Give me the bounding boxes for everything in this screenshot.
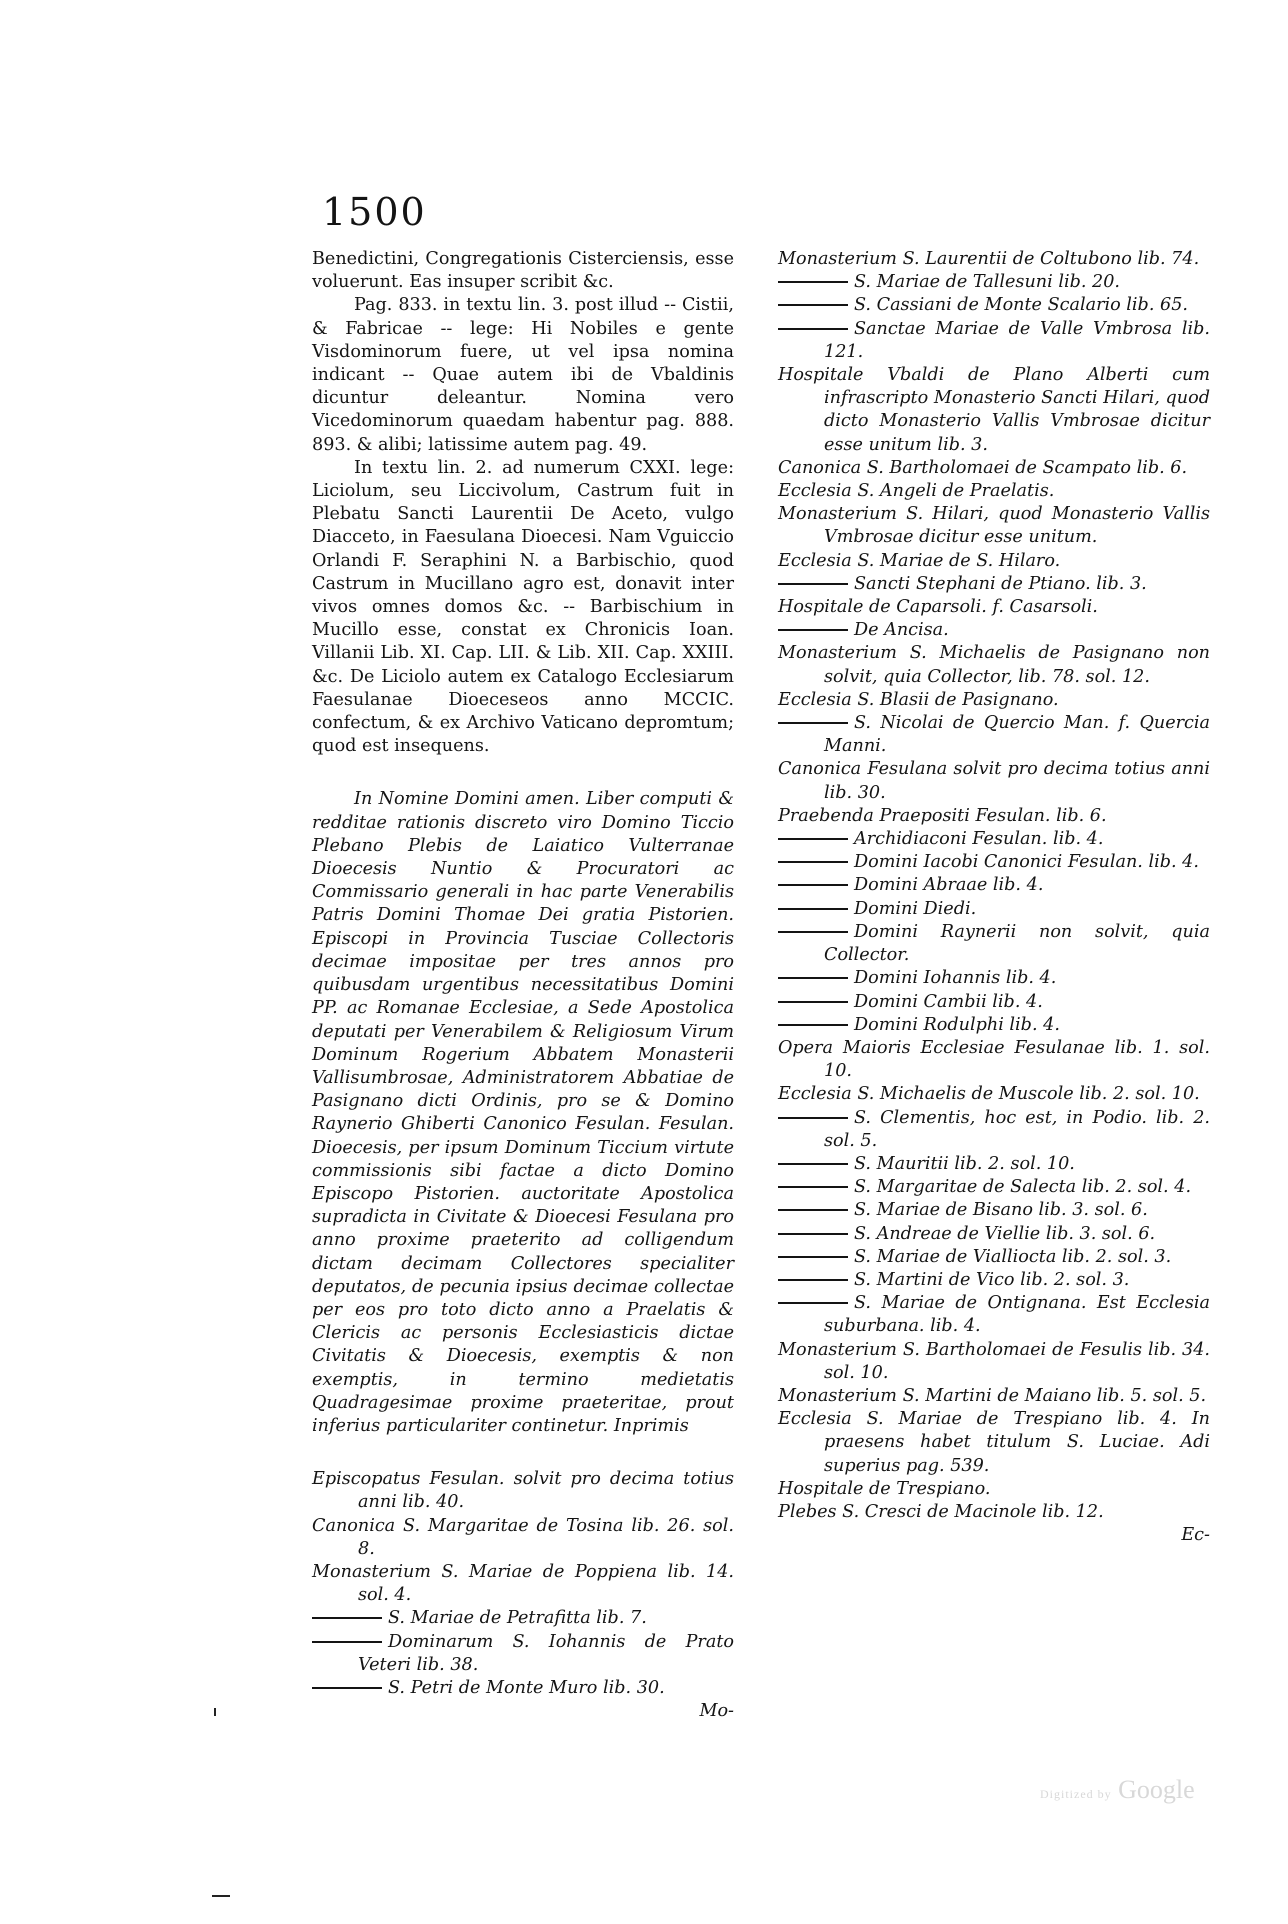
list-item: Canonica Fesulana solvit pro decima totius anni lib. 30.	[778, 759, 1210, 803]
ditto-dash	[778, 1186, 848, 1188]
list-item: De Ancisa.	[778, 619, 1210, 642]
list-item: S. Nicolai de Quercio Man. f. Quercia Manni.	[778, 712, 1210, 758]
list-item: Archidiaconi Fesulan. lib. 4.	[778, 828, 1210, 851]
ditto-dash	[778, 1256, 848, 1258]
list-item: Sanctae Mariae de Valle Vmbrosa lib. 121.	[778, 318, 1210, 364]
ditto-dash	[312, 1687, 382, 1689]
catchword: Ec-	[1181, 1525, 1210, 1546]
list-item: Hospitale Vbaldi de Plano Alberti cum infrascripto Monasterio Sancti Hilari, quod dicto Monasterio Vallis Vmbrosae dicitur esse unitum lib. 3.	[778, 365, 1210, 455]
list-item: S. Mariae de Vialliocta lib. 2. sol. 3.	[778, 1246, 1210, 1269]
list-item: Canonica S. Bartholomaei de Scampato lib. 6.	[778, 457, 1188, 478]
ditto-dash	[778, 1233, 848, 1235]
list-item: S. Mariae de Tallesuni lib. 20.	[778, 271, 1210, 294]
list-item: Ecclesia S. Mariae de S. Hilaro.	[778, 550, 1061, 571]
ditto-dash	[778, 1302, 848, 1304]
ditto-dash	[778, 1163, 848, 1165]
list-item: Monasterium S. Mariae de Poppiena lib. 14. sol. 4.	[312, 1561, 734, 1606]
ditto-dash	[778, 1209, 848, 1211]
ditto-dash	[778, 304, 848, 306]
catchword: Mo-	[699, 1701, 734, 1722]
list-item: Domini Rodulphi lib. 4.	[778, 1014, 1210, 1037]
entry-list	[778, 248, 1210, 1524]
ditto-dash	[778, 1001, 848, 1003]
ditto-dash	[778, 1024, 848, 1026]
list-item: Domini Cambii lib. 4.	[778, 991, 1210, 1014]
list-item: Ecclesia S. Michaelis de Muscole lib. 2. sol. 10.	[778, 1084, 1200, 1105]
list-item: Ecclesia S. Mariae de Trespiano lib. 4. In praesens habet titulum S. Luciae. Adi superius pag. 539.	[778, 1409, 1210, 1476]
list-item: S. Mauritii lib. 2. sol. 10.	[778, 1153, 1210, 1176]
ditto-dash	[778, 328, 848, 330]
list-item: Ecclesia S. Blasii de Pasignano.	[778, 689, 1059, 710]
list-item: S. Andreae de Viellie lib. 3. sol. 6.	[778, 1223, 1210, 1246]
list-item: Domini Iohannis lib. 4.	[778, 967, 1210, 990]
list-item: Praebenda Praepositi Fesulan. lib. 6.	[778, 805, 1107, 826]
ditto-dash	[778, 861, 848, 863]
list-item: Plebes S. Cresci de Macinole lib. 12.	[778, 1501, 1104, 1522]
paragraph: Pag. 833. in textu lin. 3. post illud -- Cistii, & Fabricae -- lege: Hi Nobiles e gente Visdominorum fuere, ut vel ipsa nomina indicant -- Quae autem ibi de Vbaldinis dicuntur deleantur. Nomina vero Vicedominorum quaedam habentur pag. 888. 893. & alibi; latissime autem pag. 49.	[312, 295, 734, 455]
ditto-dash	[312, 1641, 382, 1643]
list-item: Domini Iacobi Canonici Fesulan. lib. 4.	[778, 851, 1210, 874]
list-item: S. Mariae de Petrafitta lib. 7.	[312, 1607, 734, 1630]
ditto-dash	[778, 884, 848, 886]
list-item: S. Clementis, hoc est, in Podio. lib. 2. sol. 5.	[778, 1107, 1210, 1153]
list-item: Monasterium S. Bartholomaei de Fesulis lib. 34. sol. 10.	[778, 1339, 1210, 1383]
list-item: Domini Diedi.	[778, 898, 1210, 921]
list-item: Opera Maioris Ecclesiae Fesulanae lib. 1. sol. 10.	[778, 1037, 1210, 1082]
ditto-dash	[778, 722, 848, 724]
list-item: Monasterium S. Martini de Maiano lib. 5. sol. 5.	[778, 1385, 1207, 1406]
paragraph: Benedictini, Congregationis Cisterciensis, esse voluerunt. Eas insuper scribit &c.	[312, 249, 734, 293]
ditto-dash	[778, 908, 848, 910]
list-item: S. Martini de Vico lib. 2. sol. 3.	[778, 1269, 1210, 1292]
list-item: Hospitale de Caparsoli. f. Casarsoli.	[778, 597, 1098, 618]
list-item: Dominarum S. Iohannis de Prato Veteri lib. 38.	[312, 1631, 734, 1677]
list-item: S. Petri de Monte Muro lib. 30.	[312, 1677, 734, 1700]
list-item: S. Cassiani de Monte Scalario lib. 65.	[778, 294, 1210, 317]
ditto-dash	[778, 931, 848, 933]
right-column	[778, 248, 1210, 1547]
list-item: Hospitale de Trespiano.	[778, 1478, 991, 1499]
margin-mark	[212, 1895, 230, 1897]
list-item: Domini Abraae lib. 4.	[778, 874, 1210, 897]
list-item: Sancti Stephani de Ptiano. lib. 3.	[778, 573, 1210, 596]
list-item: Ecclesia S. Angeli de Praelatis.	[778, 481, 1055, 502]
list-item: Monasterium S. Laurentii de Coltubono lib. 74.	[778, 249, 1200, 269]
digitization-watermark: Digitized by Google	[1040, 1775, 1195, 1804]
list-item: Monasterium S. Michaelis de Pasignano non solvit, quia Collector, lib. 78. sol. 12.	[778, 643, 1210, 687]
paragraph: In textu lin. 2. ad numerum CXXI. lege: Liciolum, seu Liccivolum, Castrum fuit in Plebatu Sancti Laurentii De Aceto, vulgo Diacceto, in Faesulana Dioecesi. Nam Vguiccio Orlandi F. Seraphini N. a Barbischio, quod Castrum in Mucillano agro est, donavit inter vivos omnes domos &c. -- Barbischium in Mucillo esse, constat ex Chronicis Ioan. Villanii Lib. XI. Cap. LII. & Lib. XII. Cap. XXIII. &c. De Liciolo autem ex Catalogo Ecclesiarum Faesulanae Dioeceseos anno MCCIC. confectum, & ex Archivo Vaticano depromtum; quod est insequens.	[312, 457, 734, 757]
list-item: S. Mariae de Ontignana. Est Ecclesia suburbana. lib. 4.	[778, 1292, 1210, 1338]
list-item: Episcopatus Fesulan. solvit pro decima totius anni lib. 40.	[312, 1469, 734, 1513]
ditto-dash	[778, 583, 848, 585]
left-column	[312, 248, 734, 1723]
ditto-dash	[312, 1617, 382, 1619]
ditto-dash	[778, 1117, 848, 1119]
ditto-dash	[778, 1279, 848, 1281]
ditto-dash	[778, 281, 848, 283]
list-item: Monasterium S. Hilari, quod Monasterio Vallis Vmbrosae dicitur esse unitum.	[778, 504, 1210, 548]
margin-mark	[214, 1708, 216, 1716]
ditto-dash	[778, 977, 848, 979]
ditto-dash	[778, 838, 848, 840]
ditto-dash	[778, 629, 848, 631]
list-item: Domini Raynerii non solvit, quia Collector.	[778, 921, 1210, 967]
list-item: S. Mariae de Bisano lib. 3. sol. 6.	[778, 1199, 1210, 1222]
list-item: Canonica S. Margaritae de Tosina lib. 26. sol. 8.	[312, 1515, 734, 1559]
page-number: 1500	[322, 190, 427, 234]
latin-record: In Nomine Domini amen. Liber computi & redditae rationis discreto viro Domino Ticcio Plebano Plebis de Laiatico Vulterranae Dioecesis Nuntio & Procuratori ac Commissario generali in hac parte Venerabilis Patris Domini Thomae Dei gratia Pistorien. Episcopi in Provincia Tusciae Collectoris decimae impositae per tres annos pro quibusdam urgentibus necessitatibus Domini PP. ac Romanae Ecclesiae, a Sede Apostolica deputati per Venerabilem & Religiosum Virum Dominum Rogerium Abbatem Monasterii Vallisumbrosae, Administratorem Abbatiae de Pasignano dicti Ordinis, pro se & Domino Raynerio Ghiberti Canonico Fesulan. Fesulan. Dioecesis, per ipsum Dominum Ticcium virtute commissionis sibi factae a dicto Domino Episcopo Pistorien. auctoritate Apostolica supradicta in Civitate & Dioecesi Fesulana pro anno proxime praeterito ad colligendum dictam decimam Collectores specialiter deputatos, de pecunia ipsius decimae collectae per eos pro toto dicto anno a Praelatis & Clericis ac personis Ecclesiasticis dictae Civitatis & Dioecesis, exemptis & non exemptis, in termino medietatis Quadragesimae proxime praeteritae, prout inferius particulariter continetur. Inprimis	[312, 789, 734, 1436]
list-item: S. Margaritae de Salecta lib. 2. sol. 4.	[778, 1176, 1210, 1199]
